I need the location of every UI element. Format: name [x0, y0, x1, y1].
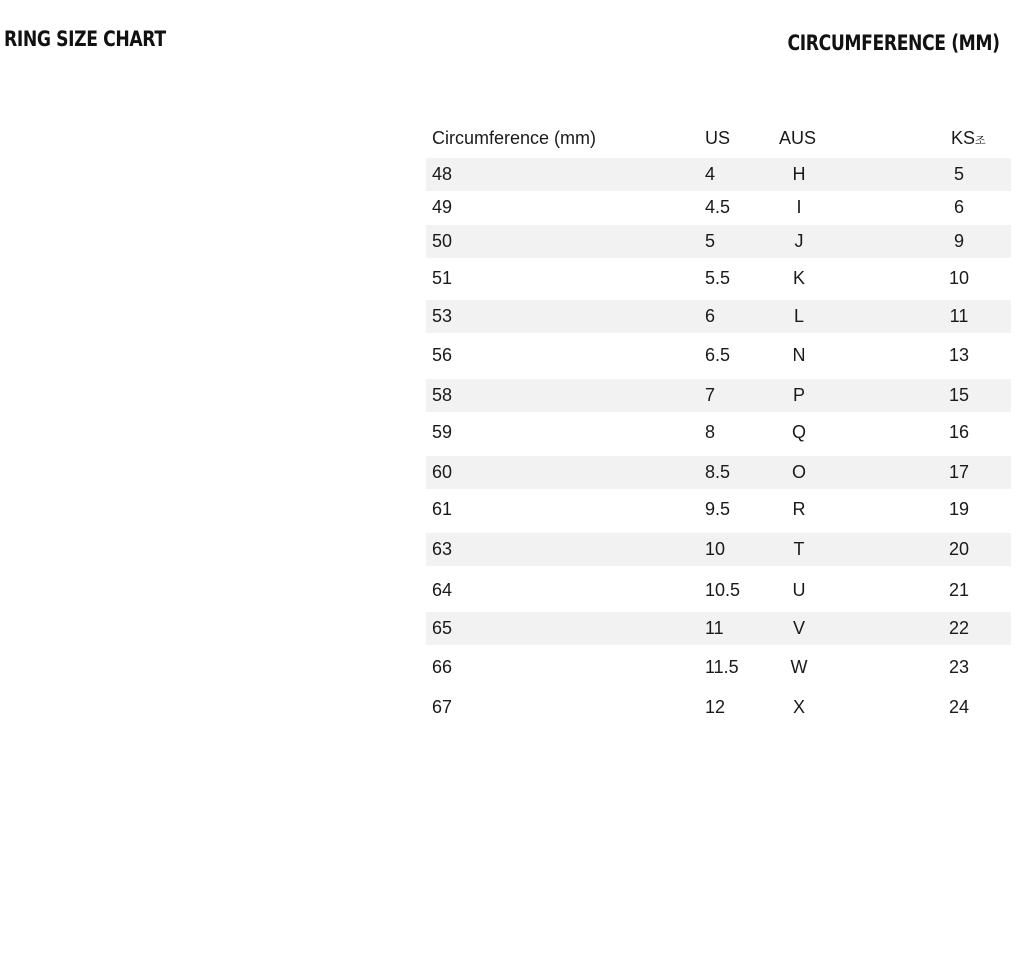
- cell-us: 11: [705, 618, 724, 638]
- cell-us: 11.5: [705, 657, 739, 677]
- table-row: [426, 651, 1011, 684]
- cell-ks: 21: [948, 580, 970, 600]
- cell-us: 8: [705, 422, 716, 442]
- cell-ks: 19: [948, 499, 970, 519]
- cell-ks: 6: [953, 197, 964, 217]
- cell-aus: J: [794, 231, 804, 251]
- cell-aus: V: [792, 618, 805, 638]
- cell-aus: H: [792, 164, 806, 184]
- cell-circumference: 50: [432, 231, 453, 251]
- table-row: [426, 493, 1011, 526]
- table-row: [426, 191, 1011, 224]
- cell-aus: I: [796, 197, 802, 217]
- cell-circumference: 49: [432, 197, 453, 217]
- cell-circumference: 61: [432, 499, 453, 519]
- table-row: [426, 225, 1011, 258]
- table-row: [426, 339, 1011, 372]
- cell-ks: 10: [948, 268, 970, 288]
- cell-circumference: 66: [432, 657, 453, 677]
- cell-circumference: 58: [432, 385, 453, 405]
- cell-us: 10: [705, 539, 726, 559]
- table-row: [426, 533, 1011, 566]
- cell-ks: 24: [948, 697, 970, 717]
- cell-ks: 16: [948, 422, 970, 442]
- cell-aus: N: [792, 345, 806, 365]
- cell-us: 9.5: [705, 499, 731, 519]
- header-ks: [951, 118, 986, 161]
- cell-circumference: 64: [432, 580, 453, 600]
- cell-us: 7: [705, 385, 716, 405]
- header-circumference: Circumference (mm): [432, 128, 597, 148]
- cell-aus: W: [790, 657, 808, 677]
- cell-ks: 9: [953, 231, 964, 251]
- table-header-row: [426, 118, 1011, 158]
- header-us: US: [705, 128, 731, 148]
- page-title: RING SIZE CHART: [4, 27, 166, 51]
- cell-aus: T: [793, 539, 805, 559]
- cell-ks: 20: [948, 539, 970, 559]
- table-row: [426, 262, 1011, 295]
- header-aus: AUS: [779, 128, 817, 148]
- cell-aus: K: [792, 268, 805, 288]
- cell-aus: P: [792, 385, 805, 405]
- cell-us: 6.5: [705, 345, 731, 365]
- cell-circumference: 63: [432, 539, 453, 559]
- cell-circumference: 51: [432, 268, 453, 288]
- cell-us: 4.5: [705, 197, 731, 217]
- cell-us: 5.5: [705, 268, 731, 288]
- cell-circumference: 56: [432, 345, 453, 365]
- table-row: [426, 574, 1011, 607]
- cell-us: 6: [705, 306, 716, 326]
- cell-ks: 15: [948, 385, 970, 405]
- cell-us: 12: [705, 697, 726, 717]
- cell-us: 5: [705, 231, 716, 251]
- table-row: [426, 456, 1011, 489]
- table-row: [426, 158, 1011, 191]
- cell-ks: 13: [948, 345, 970, 365]
- cell-ks: 23: [948, 657, 970, 677]
- cell-circumference: 60: [432, 462, 453, 482]
- table-row: [426, 691, 1011, 724]
- ring-size-table: [426, 118, 1011, 717]
- cell-us: 10.5: [705, 580, 741, 600]
- header-ks-label: KS: [951, 128, 976, 148]
- cell-aus: O: [791, 462, 806, 482]
- cell-circumference: 48: [432, 164, 453, 184]
- cell-aus: X: [792, 697, 805, 717]
- cell-circumference: 53: [432, 306, 453, 326]
- cell-ks: 11: [949, 306, 969, 326]
- cell-circumference: 67: [432, 697, 453, 717]
- cell-ks: 17: [948, 462, 970, 482]
- cell-ks: 5: [953, 164, 964, 184]
- unit-heading: CIRCUMFERENCE (MM): [787, 31, 1000, 55]
- cell-us: 8.5: [705, 462, 731, 482]
- table-row: [426, 300, 1011, 333]
- cell-circumference: 59: [432, 422, 453, 442]
- table-row: [426, 612, 1011, 645]
- cell-aus: R: [792, 499, 806, 519]
- header-ks-glyph: 조: [975, 135, 986, 147]
- cell-aus: Q: [791, 422, 806, 442]
- cell-aus: U: [792, 580, 806, 600]
- table-row: [426, 416, 1011, 449]
- cell-circumference: 65: [432, 618, 453, 638]
- cell-ks: 22: [948, 618, 970, 638]
- table-row: [426, 379, 1011, 412]
- cell-us: 4: [705, 164, 716, 184]
- cell-aus: L: [793, 306, 804, 326]
